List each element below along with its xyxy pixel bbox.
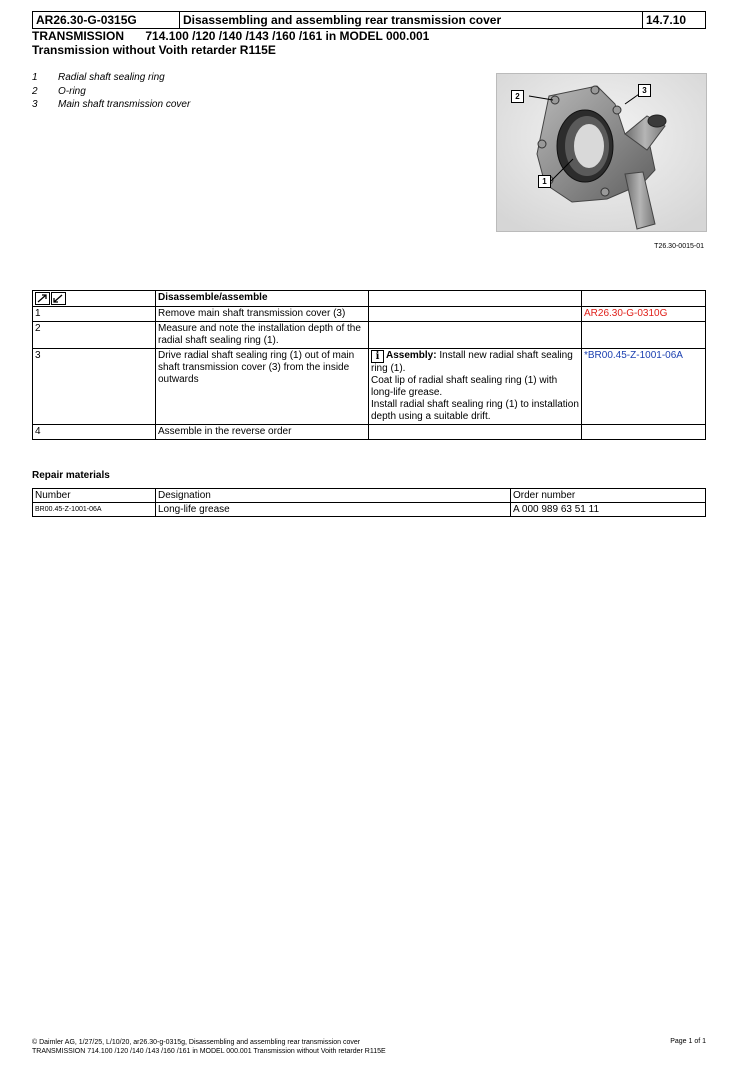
figure-legend	[32, 72, 190, 113]
figure-caption: T26.30-0015-01	[654, 243, 704, 250]
doc-version: 14.7.10	[643, 12, 706, 29]
procedure-icons	[33, 291, 156, 307]
variant-line: Transmission without Voith retarder R115E	[32, 43, 276, 57]
table-row: 2 Measure and note the installation depth of the radial shaft sealing ring (1).	[33, 322, 706, 349]
table-row: 3 Drive radial shaft sealing ring (1) out of main shaft transmission cover (3) from the inside outwards i Assembly: Install new radial shaft sealing ring (1). Coat lip of radial shaft sealing ring (1) with long-life grease. Install radial shaft sealing ring (1) to installation depth using a suitable drift. *BR00.45-Z-1001-06A	[33, 349, 706, 425]
disassemble-icon	[35, 292, 50, 305]
footer-line-1: © Daimler AG, 1/27/25, L/10/20, ar26.30-g-0315g, Disassembling and assembling rear transmission cover	[32, 1039, 361, 1046]
info-icon: i	[371, 350, 384, 363]
procedure-table	[32, 290, 706, 440]
legend-item: 3 Main shaft transmission cover	[32, 99, 191, 110]
doc-title: Disassembling and assembling rear transmission cover	[180, 12, 643, 29]
repair-materials-table	[32, 488, 706, 517]
footer-line-2: TRANSMISSION 714.100 /120 /140 /143 /160 /161 in MODEL 000.001 Transmission without Voith retarder R115E	[32, 1048, 386, 1055]
table-row: 4 Assemble in the reverse order	[33, 425, 706, 440]
material-reference-link[interactable]: *BR00.45-Z-1001-06A	[582, 349, 706, 425]
callout-1: 1	[538, 175, 551, 188]
subheader-line	[32, 29, 429, 43]
assembly-note: i Assembly: Install new radial shaft sealing ring (1). Coat lip of radial shaft sealing ring (1) with long-life grease. Install radial shaft sealing ring (1) to installation depth using a suitable drift.	[369, 349, 582, 425]
table-row: 1 Remove main shaft transmission cover (3) AR26.30-G-0310G	[33, 307, 706, 322]
transmission-cover-figure	[496, 73, 707, 232]
model-line: 714.100 /120 /140 /143 /160 /161 in MODEL 000.001	[145, 29, 430, 43]
repair-materials-title: Repair materials	[32, 470, 110, 481]
assembly-note-title: Assembly:	[386, 350, 437, 362]
legend-item: 2 O-ring	[32, 85, 86, 97]
doc-id: AR26.30-G-0315G	[33, 12, 180, 29]
legend-item: 1 Radial shaft sealing ring	[32, 72, 165, 83]
callout-2: 2	[511, 90, 524, 103]
page-footer	[32, 1038, 386, 1056]
document-header	[32, 11, 706, 29]
page-number: Page 1 of 1	[670, 1038, 706, 1045]
repair-materials-header-row: Number Designation Order number	[33, 489, 706, 503]
step-reference-link[interactable]: AR26.30-G-0310G	[582, 307, 706, 322]
group-label: TRANSMISSION	[32, 29, 125, 43]
callout-3: 3	[638, 84, 651, 97]
table-row: BR00.45-Z-1001-06A Long-life grease A 000 989 63 51 11	[33, 503, 706, 517]
transmission-cover-illustration	[497, 74, 706, 231]
assemble-icon	[51, 292, 66, 305]
procedure-header-label: Disassemble/assemble	[156, 291, 369, 307]
procedure-header-row	[33, 291, 706, 307]
